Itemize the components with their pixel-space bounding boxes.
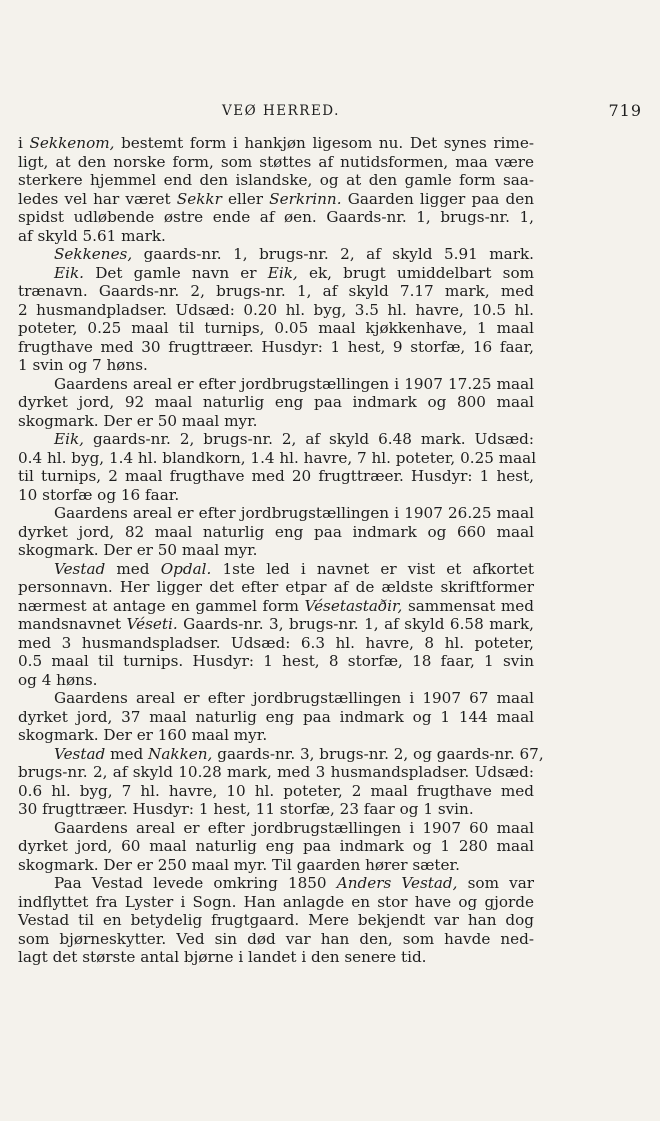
text-run: Det gamle navn er bbox=[83, 263, 268, 282]
page-number: 719 bbox=[608, 101, 642, 120]
running-head: VEØ HERRED. bbox=[222, 103, 340, 119]
text-run: som var bbox=[457, 874, 535, 892]
text-line bbox=[18, 726, 534, 745]
text-run: Vestad til en betydelig frugtgaard. Mere bekjendt var han dog bbox=[18, 911, 534, 929]
text-run: skogmark. Der er 50 maal myr. bbox=[18, 541, 258, 559]
text-run: dyrket jord, 60 maal naturlig eng paa indmark og 1 280 maal bbox=[18, 837, 534, 855]
text-line bbox=[18, 874, 534, 893]
text-line bbox=[18, 911, 534, 930]
text-run: 0.4 hl. byg, 1.4 hl. blandkorn, 1.4 hl. havre, 7 hl. poteter, 0.25 maal bbox=[18, 448, 537, 467]
text-run: 0.5 maal til turnips. Husdyr: 1 hest, 8 storfæ, 18 faar, 1 svin bbox=[18, 652, 534, 670]
text-run: dyrket jord, 92 maal naturlig eng paa indmark og 800 maal bbox=[18, 393, 534, 411]
text-run: lagt det største antal bjørne i landet i den senere tid. bbox=[18, 948, 427, 966]
text-run: skogmark. Der er 160 maal myr. bbox=[18, 726, 268, 744]
text-line bbox=[18, 819, 534, 838]
text-line bbox=[18, 615, 534, 634]
text-run: med bbox=[105, 744, 149, 763]
text-line bbox=[18, 134, 534, 153]
italic-term: Serkrinn. bbox=[269, 189, 342, 208]
text-line bbox=[18, 523, 534, 542]
italic-term: Sekkr bbox=[176, 189, 222, 208]
text-line bbox=[18, 190, 534, 209]
text-line bbox=[18, 541, 534, 560]
italic-term: Véseti. bbox=[126, 615, 178, 633]
text-line bbox=[18, 782, 534, 801]
italic-term: Vestad bbox=[54, 559, 106, 578]
text-line bbox=[18, 856, 534, 875]
text-run: sterkere hjemmel end den islandske, og at den gamle form saa- bbox=[18, 171, 534, 189]
text-run: ledes vel har været bbox=[18, 189, 177, 208]
text-line bbox=[18, 744, 544, 764]
text-run: gaards-nr. 3, brugs-nr. 2, og gaards-nr. 67, bbox=[212, 744, 544, 763]
text-run: i bbox=[18, 134, 30, 152]
text-run: gaards-nr. 2, brugs-nr. 2, af skyld 6.48 mark. Udsæd: bbox=[83, 430, 534, 448]
text-line bbox=[18, 208, 534, 227]
italic-term: Anders Vestad, bbox=[336, 874, 458, 892]
text-run: 30 frugttræer. Husdyr: 1 hest, 11 storfæ, 23 faar og 1 svin. bbox=[18, 800, 474, 818]
text-run: 1 svin og 7 høns. bbox=[18, 356, 148, 374]
text-run: Gaardens areal er efter jordbrugstællingen i 1907 17.25 maal bbox=[54, 374, 534, 393]
text-line bbox=[18, 597, 534, 616]
text-run: brugs-nr. 2, af skyld 10.28 mark, med 3 husmandspladser. Udsæd: bbox=[18, 763, 534, 781]
text-run: ligt, at den norske form, som støttes af nutidsformen, maa være bbox=[18, 152, 534, 171]
text-line bbox=[18, 282, 534, 301]
italic-term: Eik, bbox=[54, 430, 84, 448]
text-line bbox=[18, 560, 534, 579]
text-run: mandsnavnet bbox=[18, 615, 127, 633]
text-run: til turnips, 2 maal frugthave med 20 frugttræer. Husdyr: 1 hest, bbox=[18, 467, 534, 485]
text-line bbox=[18, 430, 534, 449]
italic-term: Nakken, bbox=[148, 744, 213, 763]
text-line bbox=[18, 227, 534, 246]
text-line bbox=[18, 412, 534, 431]
text-line bbox=[18, 486, 534, 505]
text-line bbox=[18, 689, 534, 708]
text-line bbox=[18, 319, 534, 338]
text-run: af skyld 5.61 mark. bbox=[18, 226, 166, 245]
italic-term: Vestad bbox=[54, 744, 106, 763]
text-line bbox=[18, 652, 534, 671]
text-run: personnavn. Her ligger det efter etpar af de ældste skriftformer bbox=[18, 578, 534, 596]
text-run: 0.6 hl. byg, 7 hl. havre, 10 hl. poteter, 2 maal frugthave med bbox=[18, 781, 534, 800]
text-line bbox=[18, 375, 534, 394]
text-line bbox=[18, 634, 534, 653]
text-line bbox=[18, 671, 534, 690]
text-run: 1ste led i navnet er vist et afkortet bbox=[211, 559, 534, 578]
text-run: med 3 husmandspladser. Udsæd: 6.3 hl. havre, 8 hl. poteter, bbox=[18, 633, 534, 652]
text-run: 2 husmandpladser. Udsæd: 0.20 hl. byg, 3.5 hl. havre, 10.5 hl. bbox=[18, 300, 534, 319]
text-line bbox=[18, 448, 537, 468]
italic-term: Eik, bbox=[267, 263, 298, 282]
italic-term: Sekkenom, bbox=[29, 134, 115, 152]
text-run: dyrket jord, 82 maal naturlig eng paa indmark og 660 maal bbox=[18, 522, 534, 541]
text-line bbox=[18, 837, 534, 856]
page-header bbox=[20, 101, 642, 121]
text-run: skogmark. Der er 250 maal myr. Til gaarden hører sæter. bbox=[18, 855, 460, 874]
text-run: Gaardens areal er efter jordbrugstællingen i 1907 67 maal bbox=[54, 689, 534, 707]
text-run: Gaarden ligger paa den bbox=[341, 189, 534, 208]
text-line bbox=[18, 393, 534, 412]
text-run: bestemt form i hankjøn ligesom nu. Det synes rime- bbox=[114, 134, 534, 152]
text-run: 10 storfæ og 16 faar. bbox=[18, 485, 180, 504]
text-run: Paa Vestad levede omkring 1850 bbox=[54, 874, 337, 892]
text-run: poteter, 0.25 maal til turnips, 0.05 maal kjøkkenhave, 1 maal bbox=[18, 319, 534, 337]
text-run: Gaards-nr. 3, brugs-nr. 1, af skyld 6.58 mark, bbox=[177, 615, 534, 633]
text-run: frugthave med 30 frugttræer. Husdyr: 1 hest, 9 storfæ, 16 faar, bbox=[18, 337, 534, 356]
text-line bbox=[18, 356, 534, 375]
text-run: Gaardens areal er efter jordbrugstællingen i 1907 60 maal bbox=[54, 818, 534, 837]
text-run: dyrket jord, 37 maal naturlig eng paa indmark og 1 144 maal bbox=[18, 707, 534, 726]
body-text bbox=[18, 134, 544, 967]
text-line bbox=[18, 708, 534, 727]
text-run: trænavn. Gaards-nr. 2, brugs-nr. 1, af skyld 7.17 mark, med bbox=[18, 282, 534, 300]
text-run: som bjørneskytter. Ved sin død var han den, som havde ned- bbox=[18, 929, 534, 948]
text-line bbox=[18, 893, 534, 912]
italic-term: Opdal. bbox=[160, 559, 212, 578]
italic-term: Eik. bbox=[54, 263, 84, 282]
text-run: sammensat med bbox=[402, 596, 534, 615]
text-line bbox=[18, 171, 534, 190]
text-run: indflyttet fra Lyster i Sogn. Han anlagde en stor have og gjorde bbox=[18, 892, 534, 911]
text-run: og 4 høns. bbox=[18, 670, 98, 689]
text-run: gaards-nr. 1, brugs-nr. 2, af skyld 5.91 mark. bbox=[132, 245, 534, 263]
text-line bbox=[18, 467, 534, 486]
text-line bbox=[18, 800, 534, 819]
text-run: eller bbox=[221, 189, 270, 208]
text-line bbox=[18, 948, 534, 967]
text-line bbox=[18, 504, 534, 523]
text-line bbox=[18, 301, 534, 320]
text-line bbox=[18, 930, 534, 949]
text-run: Gaardens areal er efter jordbrugstællingen i 1907 26.25 maal bbox=[54, 504, 534, 522]
text-run: spidst udløbende østre ende af øen. Gaards-nr. 1, brugs-nr. 1, bbox=[18, 208, 534, 226]
text-run: ek, brugt umiddelbart som bbox=[297, 263, 534, 282]
text-run: skogmark. Der er 50 maal myr. bbox=[18, 411, 258, 430]
text-line bbox=[18, 264, 534, 283]
text-line bbox=[18, 578, 534, 597]
text-line bbox=[18, 338, 534, 357]
text-line bbox=[18, 245, 534, 264]
italic-term: Vésetastaðir, bbox=[304, 596, 403, 615]
text-line bbox=[18, 763, 534, 782]
text-run: med bbox=[105, 559, 161, 578]
text-run: nærmest at antage en gammel form bbox=[18, 596, 305, 615]
italic-term: Sekkenes, bbox=[54, 245, 133, 263]
text-line bbox=[18, 153, 534, 172]
